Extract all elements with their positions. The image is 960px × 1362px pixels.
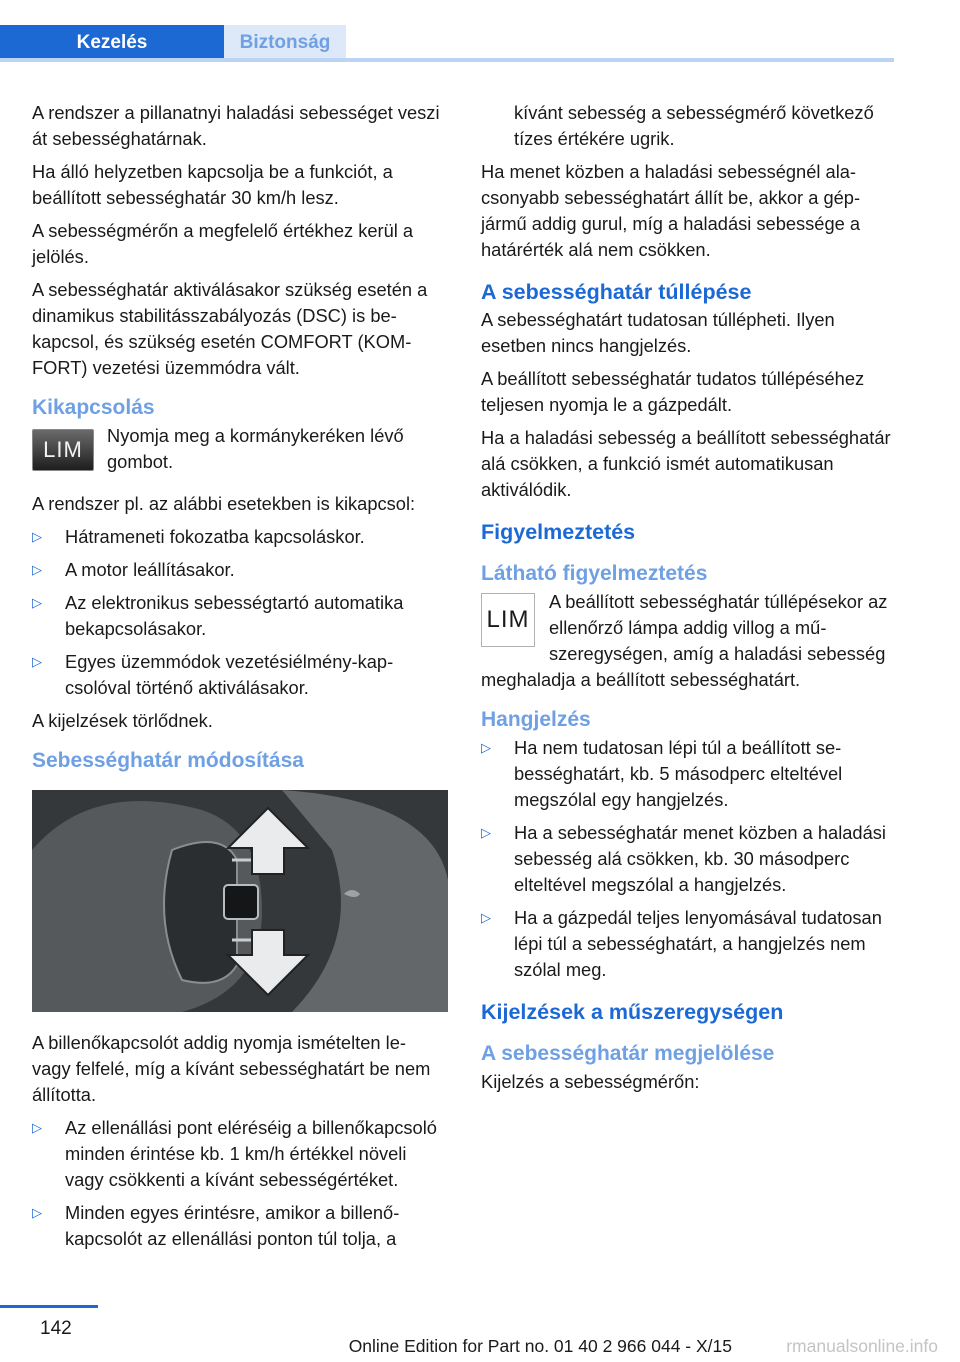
heading-sebesseghatar-tullepese: A sebességhatár túllépése <box>481 280 752 304</box>
heading-sebesseghatar-modositasa: Sebességhatár módosítása <box>32 749 304 772</box>
heading-kijelzesek: Kijelzések a műszeregységen <box>481 1000 784 1024</box>
list-item: ▷ A motor leállításakor. <box>32 557 448 583</box>
list-item: ▷ Ha a sebességhatár menet közben a haladási sebesség alá csökken, kb. 30 másodperc elteltével megszólal a hangjelzés. <box>481 822 886 895</box>
bullet-list <box>32 1115 448 1252</box>
bullet-list <box>481 735 897 983</box>
paragraph: A beállított sebességhatár tudatos túllépéséhez teljesen nyomja le a gázpedált. <box>481 368 865 415</box>
paragraph: A sebességhatárt tudatosan túllépheti. Ilyen esetben nincs hangjelzés. <box>481 309 835 356</box>
lathato-block <box>481 589 897 693</box>
list-item: ▷ Minden egyes érintésre, amikor a billenőkapcsolót az ellenállási ponton túl tolja, a <box>32 1202 400 1249</box>
steering-wheel-rocker-switch-image <box>32 790 448 1012</box>
lim-button-icon: LIM <box>32 429 94 471</box>
list-item: ▷ Az ellenállási pont eléréséig a billenőkapcsoló minden érintése kb. 1 km/h értékkel növeli vagy csökkenti a kívánt sebességértéket. <box>32 1117 437 1190</box>
list-item: ▷ Egyes üzemmódok vezetésiélmény-kapcsolóval történő aktiválásakor. <box>32 651 394 698</box>
bullet-list <box>32 524 448 701</box>
paragraph: A billenőkapcsolót addig nyomja ismételten le- vagy felfelé, míg a kívánt sebességhatárt be nem állította. <box>32 1032 431 1105</box>
paragraph: A rendszer a pillanatnyi haladási sebességet veszi át sebességhatárnak. <box>32 102 440 149</box>
heading-kikapcsolas: Kikapcsolás <box>32 396 155 419</box>
lim-indicator-icon: LIM <box>481 593 535 647</box>
watermark-text: rmanualsonline.info <box>786 1336 938 1356</box>
triangle-bullet-icon: ▷ <box>481 910 491 925</box>
page-number: 142 <box>40 1318 72 1339</box>
list-item: ▷ Hátrameneti fokozatba kapcsoláskor. <box>32 524 448 550</box>
footer-divider <box>0 1305 98 1308</box>
left-column <box>32 100 448 1259</box>
right-column <box>481 100 897 1102</box>
paragraph: A sebességmérőn a megfelelő értékhez kerül a jelölés. <box>32 220 414 267</box>
list-item-continuation: kívánt sebesség a sebességmérő következő tízes értékére ugrik. <box>514 102 874 149</box>
kikapcsolas-block <box>32 423 448 483</box>
lathato-text: A beállított sebességhatár túllépésekor az ellenőrző lámpa addig villog a műszeregységen, amíg a haladási sebesség meghaladja a beállított sebességhatárt. <box>481 591 888 690</box>
triangle-bullet-icon: ▷ <box>32 654 42 669</box>
paragraph: A sebességhatár aktiválásakor szükség esetén a dinamikus stabilitásszabályozás (DSC) is bekapcsol, és szükség esetén COMFORT (KOMFORT) vezetési üzemmódra vált. <box>32 279 428 378</box>
paragraph: A rendszer pl. az alábbi esetekben is kikapcsol: <box>32 493 416 514</box>
paragraph: A kijelzések törlődnek. <box>32 710 213 731</box>
tab-biztonsag[interactable]: Biztonság <box>224 25 346 61</box>
triangle-bullet-icon: ▷ <box>32 595 42 610</box>
paragraph: Ha álló helyzetben kapcsolja be a funkciót, a beállított sebességhatár 30 km/h lesz. <box>32 161 393 208</box>
triangle-bullet-icon: ▷ <box>32 562 42 577</box>
edition-text: Online Edition for Part no. 01 40 2 966 044 - X/15 <box>348 1336 732 1356</box>
list-item: ▷ Az elektronikus sebességtartó automatika bekapcsolásakor. <box>32 592 404 639</box>
list-item: ▷ Ha nem tudatosan lépi túl a beállított sebességhatárt, kb. 5 másodperc elteltével megszólal egy hangjelzés. <box>481 737 843 810</box>
heading-figyelmeztetes: Figyelmeztetés <box>481 520 636 544</box>
heading-sebesseghatar-megjelolese: A sebességhatár megjelölése <box>481 1042 775 1065</box>
paragraph: Ha a haladási sebesség a beállított sebességhatár alá csökken, a funkció ismét automatikusan aktiválódik. <box>481 427 891 500</box>
tab-kezeles[interactable]: Kezelés <box>0 25 224 61</box>
paragraph: Ha menet közben a haladási sebességnél alacsonyabb sebességhatárt állít be, akkor a gépjármű addig gurul, míg a haladási sebessége a határérték alá nem csökken. <box>481 161 861 260</box>
triangle-bullet-icon: ▷ <box>32 1120 42 1135</box>
heading-lathato-figyelmeztetes: Látható figyelmeztetés <box>481 562 708 585</box>
paragraph: Kijelzés a sebességmérőn: <box>481 1071 700 1092</box>
heading-hangjelzes: Hangjelzés <box>481 708 591 731</box>
list-item: ▷ Ha a gázpedál teljes lenyomásával tudatosan lépi túl a sebességhatárt, a hangjelzés nem szólal meg. <box>481 907 882 980</box>
kikapcsolas-text: Nyomja meg a kormánykeréken lévő gombot. <box>107 425 404 472</box>
triangle-bullet-icon: ▷ <box>32 1205 42 1220</box>
triangle-bullet-icon: ▷ <box>481 825 491 840</box>
triangle-bullet-icon: ▷ <box>32 529 42 544</box>
triangle-bullet-icon: ▷ <box>481 740 491 755</box>
header-divider <box>0 58 894 62</box>
